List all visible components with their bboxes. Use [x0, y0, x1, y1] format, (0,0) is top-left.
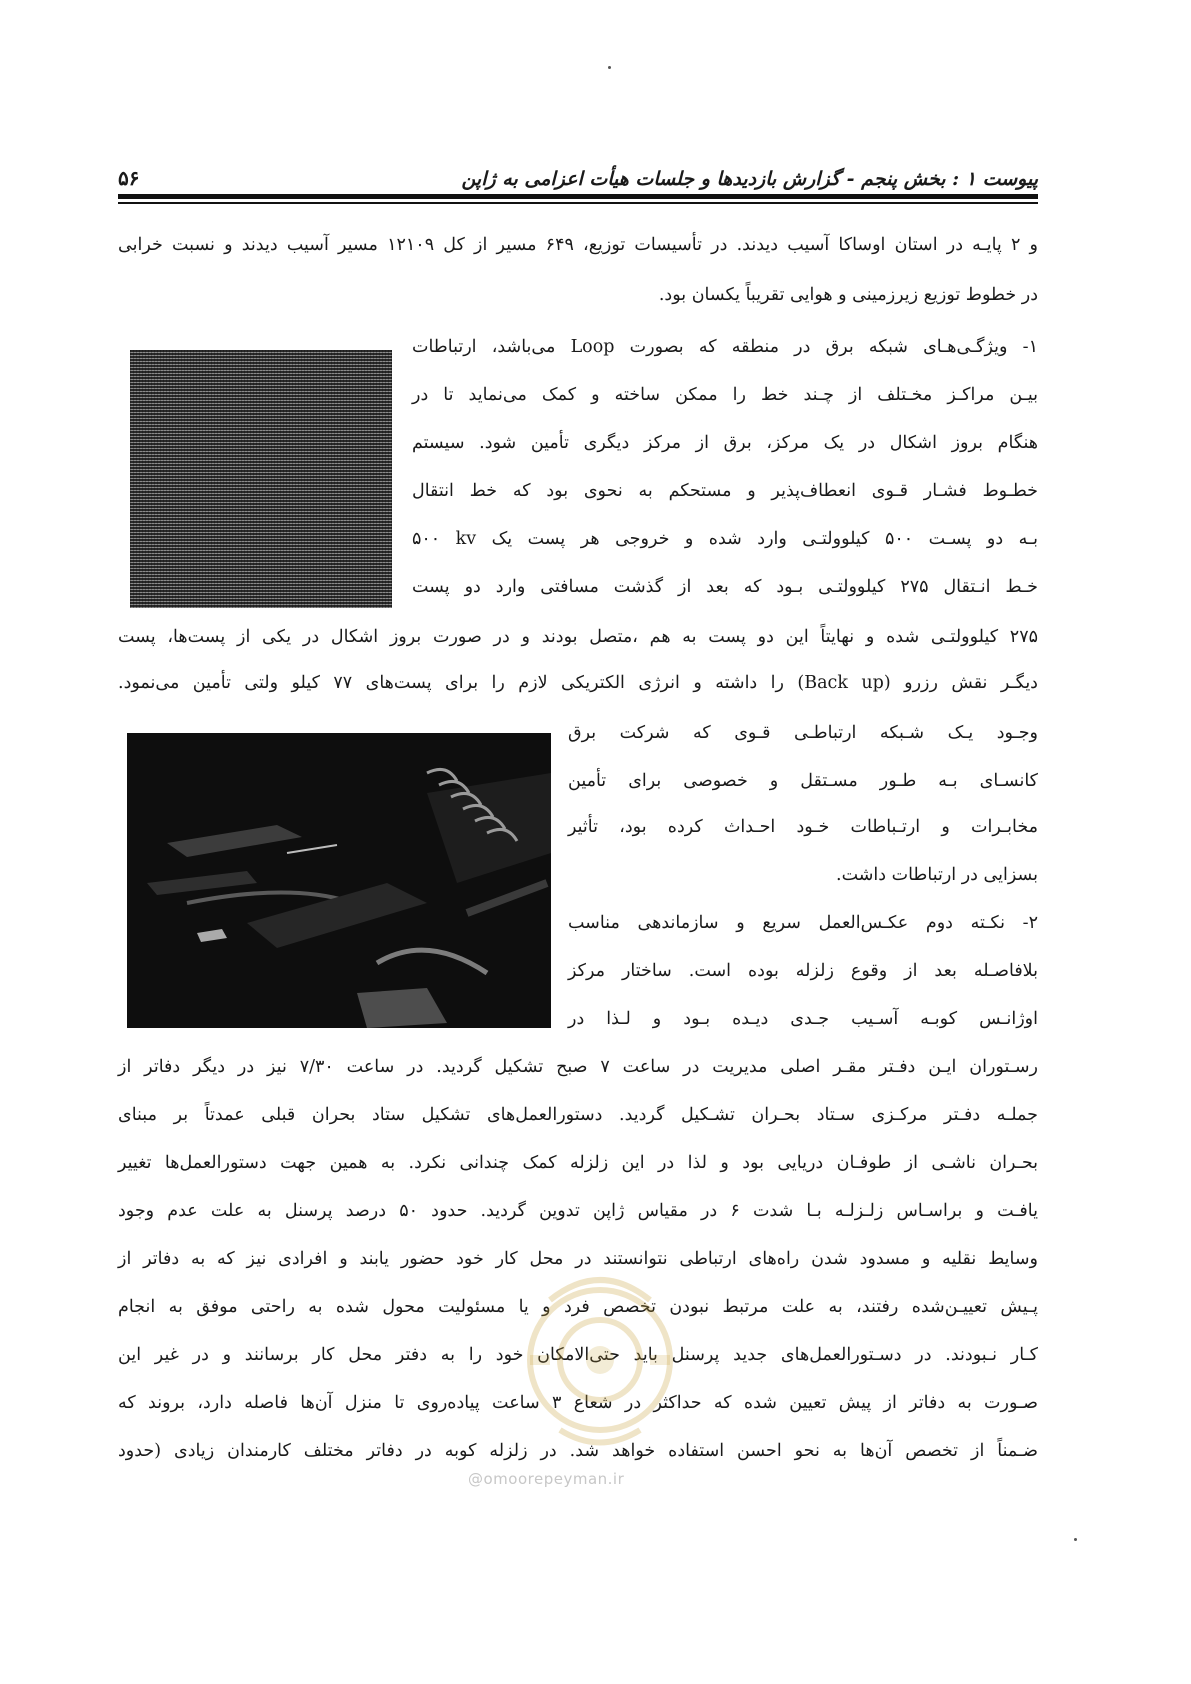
text-line: یافـت و براسـاس زلـزلـه بـا شدت ۶ در مقیاس ژاپن تدوین گردید. حدود ۵۰ درصد پرسنل به علت عدم وجود: [118, 1201, 1038, 1221]
text-line: رسـتوران ایـن دفـتر مقـر اصلی مدیریت در ساعت ۷ صبح تشکیل گردید. در ساعت ۷/۳۰ نیز در دیگر دفاتر از: [118, 1057, 1038, 1077]
text-line: ضـمناً از تخصص آن‌ها به نحو احسن استفاده خواهد شد. در زلزله کوبه در دفاتر مختلف کارمندان زیادی (حدود: [118, 1441, 1038, 1461]
text-line: اوژانـس کوبـه آسـیب جـدی دیـده بـود و لـذا در: [568, 1009, 1038, 1029]
text-line: پـیش تعییـن‌شده رفتند، به علت مرتبط نبودن تخصص فرد و یا مسئولیت محول شده به راحتی موفق به انجام: [118, 1297, 1038, 1317]
text-line: کـار نـبودند. در دسـتورالعمل‌های جدید پرسنل باید حتی‌الامکان خود را به دفتر محل کار برسانند و در غیر این: [118, 1345, 1038, 1365]
running-header: [118, 160, 1038, 190]
text-line: بحـران ناشـی از طوفـان دریایی بود و لذا در این زلزله کمک چندانی نکرد. به همین جهت دستورالعمل‌ها تغییر: [118, 1153, 1038, 1173]
photo-insulators-drawing: [127, 733, 551, 1028]
scan-speck: [1074, 1538, 1077, 1541]
text-line: ۱- ویژگـی‌هـای شبکه برق در منطقه که بصورت Loop می‌باشد، ارتباطات: [412, 337, 1038, 357]
watermark-text: @omoorepeyman.ir: [468, 1470, 625, 1488]
text-line: ۵۰۰ kv بـه دو پسـت ۵۰۰ کیلوولتـی وارد شده و خروجی هر پست یک: [412, 529, 1038, 549]
text-line: کانسـای بـه طـور مسـتقل و خصوصی برای تأمین: [568, 771, 1038, 791]
text-line: بسزایی در ارتباطات داشت.: [836, 865, 1038, 885]
text-line: صـورت به دفاتر از پیش تعیین شده که حداکثر در شعاع ۳ ساعت پیاده‌روی تا منزل آن‌ها فاصله دارد، بروند که: [118, 1393, 1039, 1413]
text-line: بلافاصـله بعد از وقوع زلزله بوده است. ساختار مرکز: [568, 961, 1038, 981]
text-line: خـط انـتقال ۲۷۵ کیلوولتـی بـود که بعد از گذشت مسافتی وارد دو پست: [412, 577, 1038, 597]
header-title: پیوست ۱ : بخش پنجم - گزارش بازدیدها و جلسات هیأت اعزامی به ژاپن: [461, 168, 1038, 190]
text-line: وجـود یـک شـبکه ارتباطـی قـوی که شرکت برق: [568, 723, 1038, 743]
page-number: ۵۶: [118, 166, 140, 190]
figure-photo-insulators: [127, 733, 551, 1028]
text-line: ۲۷۵ کیلوولتـی شده و نهایتاً این دو پست به هم ،متصل بودند و در صورت بروز اشکال در یکی از پست‌ها، پست: [118, 627, 1038, 647]
text-line: ۲- نکـته دوم عکـس‌العمل سریع و سازماندهی مناسب: [568, 913, 1038, 933]
text-line: هنگام بروز اشکال در یک مرکز، برق از مرکز دیگری تأمین شود. سیستم: [412, 433, 1038, 453]
text-line: در خطوط توزیع زیرزمینی و هوایی تقریباً یکسان بود.: [658, 285, 1038, 305]
text-line: وسایط نقلیه و مسدود شدن راه‌های ارتباطی نتوانستند در محل کار خود حضور یابند و افرادی نیز که به دفاتر از: [118, 1249, 1038, 1269]
text-line: جملـه دفـتر مرکـزی سـتاد بحـران تشـکیل گردید. دستورالعمل‌های تشکیل ستاد بحران قبلی عمدتاً بر مبنای: [118, 1105, 1038, 1125]
header-rule-thick: [118, 194, 1038, 199]
header-rule-thin: [118, 202, 1038, 204]
text-line: و ۲ پایـه در استان اوساکا آسیب دیدند. در تأسیسات توزیع، ۶۴۹ مسیر از کل ۱۲۱۰۹ مسیر آسیب دیدند و نسبت خرابی: [118, 235, 1038, 255]
figure-halftone-image: [130, 350, 392, 608]
text-line: مخابـرات و ارتـباطات خـود احـداث کرده بود، تأثیر: [568, 817, 1038, 837]
text-line: دیگـر نقش رزرو (Back up) را داشته و انرژی الکتریکی لازم را برای پست‌های ۷۷ کیلو ولتی تأمین می‌نمود.: [118, 673, 1038, 693]
text-line: بیـن مراکـز مخـتلف از چـند خط را ممکن ساخته و کمک می‌نماید تا در: [412, 385, 1038, 405]
text-line: خطـوط فشـار قـوی انعطاف‌پذیر و مستحکم به نحوی بود که خط انتقال: [412, 481, 1038, 501]
scan-speck: [608, 66, 611, 69]
